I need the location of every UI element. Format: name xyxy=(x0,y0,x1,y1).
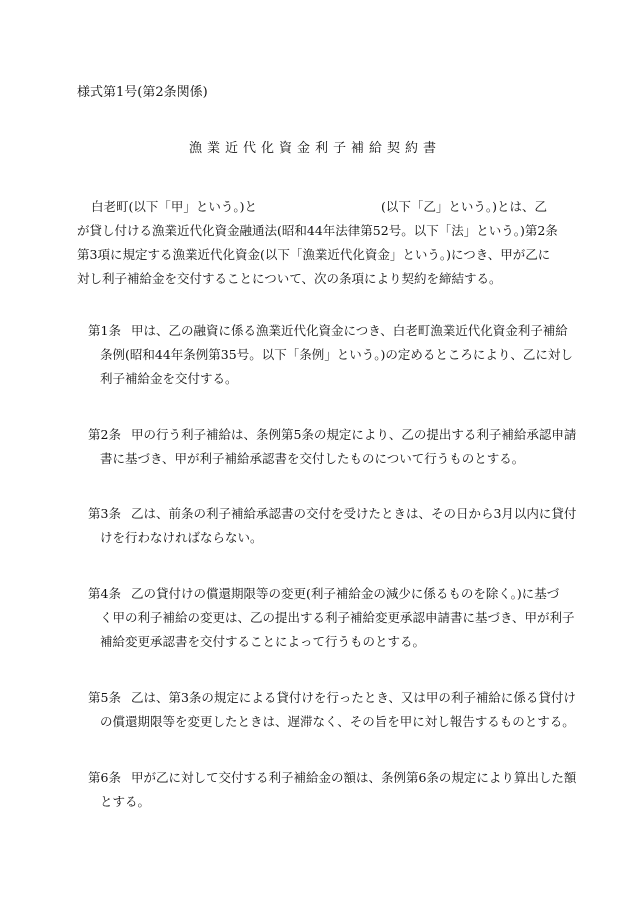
article-1 xyxy=(88,319,573,391)
article-3-line-2: けを行わなければならない。 xyxy=(100,530,263,545)
preamble-line-4: 対し利子補給金を交付することについて、次の条項により契約を締結する。 xyxy=(77,271,502,286)
preamble-party-b: (以下「乙」という。)とは、乙 xyxy=(381,199,548,214)
article-3-line-1 xyxy=(88,502,577,526)
article-3 xyxy=(88,502,577,550)
article-1-line-1 xyxy=(88,319,568,343)
article-4-line-1 xyxy=(88,582,558,606)
article-3-number: 第3条 xyxy=(88,506,121,521)
article-2 xyxy=(88,423,577,471)
article-2-text-1: 甲の行う利子補給は、条例第5条の規定により、乙の提出する利子補給承認申請 xyxy=(130,427,577,442)
article-4 xyxy=(88,582,575,654)
article-5-line-2: の償還期限等を変更したときは、遅滞なく、その旨を甲に対し報告するものとする。 xyxy=(100,714,575,729)
article-4-line-2: く甲の利子補給の変更は、乙の提出する利子補給変更承認申請書に基づき、甲が利子 xyxy=(100,610,575,625)
article-2-line-2: 書に基づき、甲が利子補給承認書を交付したものについて行うものとする。 xyxy=(100,451,525,466)
article-2-line-1 xyxy=(88,423,577,447)
article-2-number: 第2条 xyxy=(88,427,121,442)
preamble-line-3: 第3項に規定する漁業近代化資金(以下「漁業近代化資金」という。)につき、甲が乙に xyxy=(77,247,551,262)
article-1-text-1: 甲は、乙の融資に係る漁業近代化資金につき、白老町漁業近代化資金利子補給 xyxy=(130,323,568,338)
article-5 xyxy=(88,686,576,734)
article-5-text-1: 乙は、第3条の規定による貸付けを行ったとき、又は甲の利子補給に係る貸付け xyxy=(130,690,576,705)
article-5-line-1 xyxy=(88,686,576,710)
article-6 xyxy=(88,766,577,814)
article-6-line-1 xyxy=(88,766,577,790)
article-5-number: 第5条 xyxy=(88,690,121,705)
article-3-text-1: 乙は、前条の利子補給承認書の交付を受けたときは、その日から3月以内に貸付 xyxy=(130,506,577,521)
form-number: 様式第1号(第2条関係) xyxy=(77,85,208,100)
article-4-number: 第4条 xyxy=(88,586,121,601)
preamble-line-2: が貸し付ける漁業近代化資金融通法(昭和44年法律第52号。以下「法」という。)第2条 xyxy=(77,223,558,238)
article-1-line-2: 条例(昭和44年条例第35号。以下「条例」という。)の定めるところにより、乙に対し xyxy=(100,347,573,362)
preamble xyxy=(77,195,557,291)
article-6-line-2: とする。 xyxy=(100,794,151,809)
article-1-line-3: 利子補給金を交付する。 xyxy=(100,371,238,386)
article-4-text-1: 乙の貸付けの償還期限等の変更(利子補給金の減少に係るものを除く。)に基づ xyxy=(130,586,560,601)
preamble-line-1 xyxy=(77,195,557,219)
preamble-party-a: 白老町(以下「甲」という。)と xyxy=(91,199,258,214)
article-6-text-1: 甲が乙に対して交付する利子補給金の額は、条例第6条の規定により算出した額 xyxy=(130,770,577,785)
article-1-number: 第1条 xyxy=(88,323,121,338)
document-title: 漁業近代化資金利子補給契約書 xyxy=(188,141,441,156)
article-6-number: 第6条 xyxy=(88,770,121,785)
article-4-line-3: 補給変更承認書を交付することによって行うものとする。 xyxy=(100,634,426,649)
